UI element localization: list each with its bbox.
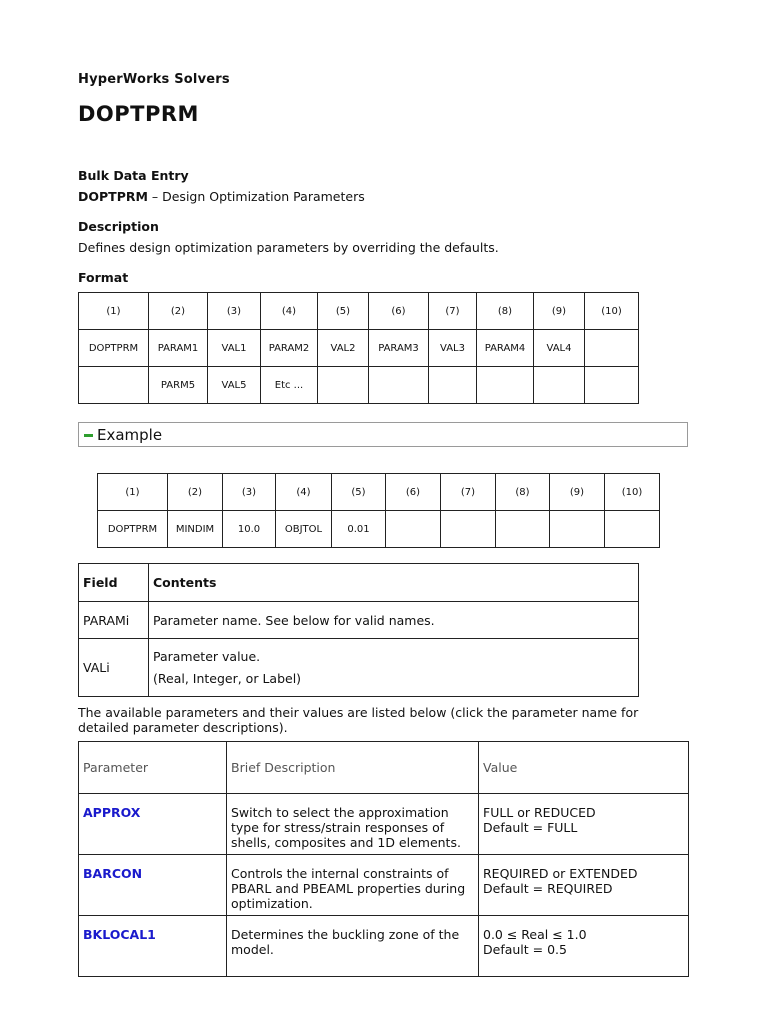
card-name: DOPTPRM [78, 189, 148, 204]
grid-cell: PARM5 [149, 367, 208, 404]
parameter-table-header [79, 742, 689, 794]
grid-cell [585, 330, 639, 367]
grid-cell: DOPTPRM [79, 330, 149, 367]
grid-cell: OBJTOL [276, 511, 332, 548]
desc-line: PBARL and PBEAML properties during [231, 881, 466, 896]
table-row [79, 916, 689, 977]
field-table [78, 563, 639, 697]
grid-cell: (9) [550, 474, 605, 511]
grid-cell: VAL4 [534, 330, 585, 367]
grid-cell [534, 367, 585, 404]
value-line: Default = FULL [483, 820, 578, 835]
available-parameters-text: The available parameters and their values are listed below (click the parameter name for detailed parameter descriptions). [78, 705, 639, 735]
grid-cell: (8) [496, 474, 550, 511]
parameter-link-bklocal1[interactable]: BKLOCAL1 [83, 927, 156, 942]
example-row [98, 474, 660, 511]
field-cell: VALi [79, 639, 149, 697]
grid-cell: (8) [477, 293, 534, 330]
grid-cell: (3) [208, 293, 261, 330]
desc-line: type for stress/strain responses of [231, 820, 445, 835]
grid-cell: VAL1 [208, 330, 261, 367]
parameter-link-barcon[interactable]: BARCON [83, 866, 143, 881]
grid-cell: (7) [429, 293, 477, 330]
grid-cell: (6) [386, 474, 441, 511]
format-row [79, 367, 639, 404]
field-cell: PARAMi [79, 602, 149, 639]
grid-cell [441, 511, 496, 548]
format-row [79, 293, 639, 330]
value-cell [479, 794, 689, 855]
grid-cell [79, 367, 149, 404]
grid-cell: Etc ... [261, 367, 318, 404]
value-line: Default = REQUIRED [483, 881, 613, 896]
page-title: DOPTPRM [78, 102, 199, 126]
bulk-data-entry-label: Bulk Data Entry [78, 168, 189, 183]
grid-cell: DOPTPRM [98, 511, 168, 548]
value-cell [479, 916, 689, 977]
brief-description-cell [227, 855, 479, 916]
grid-cell: PARAM4 [477, 330, 534, 367]
value-line: FULL or REDUCED [483, 805, 596, 820]
contents-cell: Parameter name. See below for valid names. [149, 602, 639, 639]
format-heading: Format [78, 270, 129, 285]
grid-cell: (3) [223, 474, 276, 511]
grid-cell: (7) [441, 474, 496, 511]
contents-line: Parameter value. [153, 648, 261, 664]
grid-cell [496, 511, 550, 548]
example-table [97, 473, 660, 548]
grid-cell: (5) [318, 293, 369, 330]
grid-cell: (10) [605, 474, 660, 511]
description-heading: Description [78, 219, 159, 234]
table-row [79, 639, 639, 697]
card-description: – Design Optimization Parameters [147, 189, 365, 204]
grid-cell: PARAM3 [369, 330, 429, 367]
grid-cell: (9) [534, 293, 585, 330]
field-table-header [79, 564, 639, 602]
value-cell [479, 855, 689, 916]
grid-cell: (2) [168, 474, 223, 511]
grid-cell: (6) [369, 293, 429, 330]
grid-cell: VAL3 [429, 330, 477, 367]
grid-cell: (1) [79, 293, 149, 330]
value-line: Default = 0.5 [483, 942, 567, 957]
grid-cell: (4) [261, 293, 318, 330]
grid-cell: PARAM1 [149, 330, 208, 367]
example-label: Example [97, 426, 163, 444]
collapse-minus-icon [84, 434, 93, 437]
value-line: 0.0 ≤ Real ≤ 1.0 [483, 927, 587, 942]
parameter-header: Parameter [79, 742, 227, 794]
desc-line: Controls the internal constraints of [231, 866, 449, 881]
brief-description-cell [227, 916, 479, 977]
contents-header: Contents [149, 564, 639, 602]
value-header: Value [479, 742, 689, 794]
desc-line: shells, composites and 1D elements. [231, 835, 461, 850]
value-line: REQUIRED or EXTENDED [483, 866, 638, 881]
grid-cell [605, 511, 660, 548]
parameter-table [78, 741, 689, 977]
example-section-toggle[interactable] [78, 422, 688, 447]
desc-line: model. [231, 942, 274, 957]
product-name: HyperWorks Solvers [78, 72, 230, 87]
contents-line: (Real, Integer, or Label) [153, 670, 302, 686]
grid-cell: (4) [276, 474, 332, 511]
example-row [98, 511, 660, 548]
table-row [79, 794, 689, 855]
grid-cell [585, 367, 639, 404]
brief-description-cell [227, 794, 479, 855]
grid-cell: VAL2 [318, 330, 369, 367]
grid-cell: PARAM2 [261, 330, 318, 367]
grid-cell [550, 511, 605, 548]
desc-line: Switch to select the approximation [231, 805, 449, 820]
grid-cell [318, 367, 369, 404]
format-row [79, 330, 639, 367]
grid-cell: 10.0 [223, 511, 276, 548]
grid-cell [369, 367, 429, 404]
desc-line: Determines the buckling zone of the [231, 927, 460, 942]
table-row [79, 855, 689, 916]
brief-description-header: Brief Description [227, 742, 479, 794]
desc-line: optimization. [231, 896, 313, 911]
grid-cell: (10) [585, 293, 639, 330]
grid-cell: (5) [332, 474, 386, 511]
grid-cell: (2) [149, 293, 208, 330]
grid-cell: VAL5 [208, 367, 261, 404]
grid-cell: MINDIM [168, 511, 223, 548]
contents-cell [149, 639, 639, 697]
grid-cell [386, 511, 441, 548]
parameter-link-approx[interactable]: APPROX [83, 805, 141, 820]
table-row [79, 602, 639, 639]
card-subtitle [78, 189, 365, 204]
grid-cell [477, 367, 534, 404]
grid-cell [429, 367, 477, 404]
grid-cell: 0.01 [332, 511, 386, 548]
field-header: Field [79, 564, 149, 602]
description-text: Defines design optimization parameters by overriding the defaults. [78, 240, 499, 255]
format-table [78, 292, 639, 404]
grid-cell: (1) [98, 474, 168, 511]
